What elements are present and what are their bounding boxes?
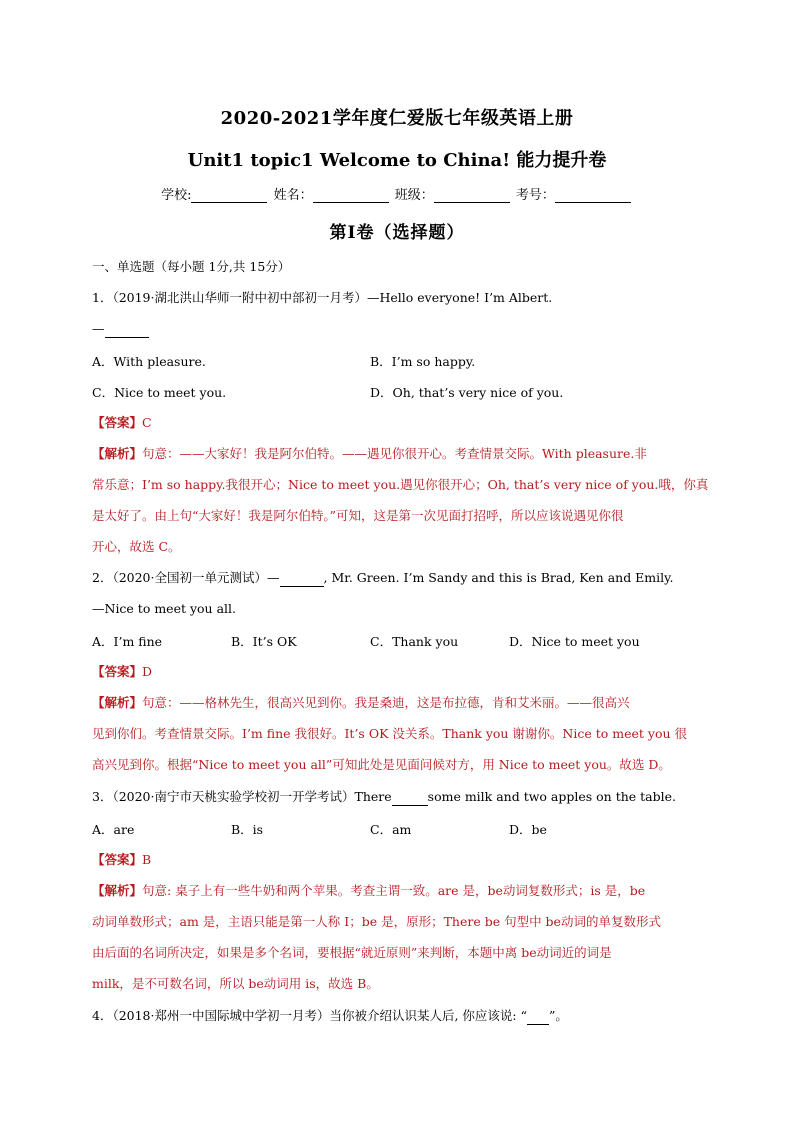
- q1-option-b[interactable]: B．I’m so happy.: [370, 354, 476, 369]
- exam-subtitle: Unit1 topic1 Welcome to China! 能力提升卷: [187, 150, 607, 171]
- q1-answer: [92, 414, 712, 432]
- q2-stem-prefix: 2．（2020·全国初一单元测试）—: [92, 570, 280, 585]
- analysis-tag: 【解析】: [92, 446, 143, 461]
- q2-analysis-line-2: 见到你们。考查情景交际。I’m fine 我很好。It’s OK 没关系。Thank you 谢谢你。Nice to meet you 很: [92, 726, 688, 741]
- q1-analysis-line-2: 常乐意；I’m so happy.我很开心；Nice to meet you.遇见你很开心；Oh, that’s very nice of you.哦，你真: [92, 477, 709, 492]
- q2-stem-suffix: , Mr. Green. I’m Sandy and this is Brad, Ken and Emily.: [323, 570, 674, 585]
- student-info-row: [0, 184, 794, 203]
- q2-analysis-text: 句意：——格林先生，很高兴见到你。我是桑迪，这是布拉德，肯和艾米丽。——很高兴: [142, 695, 630, 710]
- q4-stem-suffix: ”。: [549, 1008, 568, 1023]
- q1-stem: 1．（2019·湖北洪山华师一附中初中部初一月考）—Hello everyone! I’m Albert.: [92, 290, 553, 305]
- q3-analysis-line-4: milk，是不可数名词，所以 be动词用 is，故选 B。: [92, 976, 379, 991]
- q4-stem: [92, 1007, 712, 1025]
- answer-tag: 【答案】: [92, 664, 143, 679]
- name-label: 姓名：: [273, 188, 313, 203]
- q2-stem: [92, 569, 712, 587]
- q3-option-b[interactable]: B．is: [231, 822, 264, 837]
- answer-tag: 【答案】: [92, 852, 143, 867]
- q1-option-a[interactable]: A．With pleasure.: [92, 354, 206, 369]
- q3-stem: [92, 788, 712, 806]
- q4-blank: [527, 1012, 549, 1025]
- q1-response: [92, 320, 712, 338]
- exam-number-label: 考号：: [515, 188, 555, 203]
- q4-stem-prefix: 4．（2018·郑州一中国际城中学初一月考）当你被介绍认识某人后, 你应该说: “: [92, 1008, 528, 1023]
- q2-option-a[interactable]: A．I’m fine: [92, 634, 163, 649]
- section-title: 第Ⅰ卷（选择题）: [329, 223, 465, 243]
- q3-analysis-line-1: [92, 882, 712, 900]
- q1-option-d[interactable]: D．Oh, that’s very nice of you.: [370, 385, 564, 400]
- q3-answer: [92, 851, 712, 869]
- q3-analysis-text: 句意: 桌子上有一些牛奶和两个苹果。考查主谓一致。are 是，be动词复数形式；is 是，be: [142, 883, 646, 898]
- q1-blank: [105, 325, 149, 338]
- q2-analysis-line-1: [92, 694, 712, 712]
- q3-stem-suffix: some milk and two apples on the table.: [427, 789, 676, 804]
- exam-title: 2020-2021学年度仁爱版七年级英语上册: [220, 108, 574, 129]
- section-heading: 一、单选题（每小题 1分,共 15分）: [92, 259, 291, 274]
- class-field[interactable]: [434, 188, 510, 203]
- q1-analysis-text: 句意：——大家好！我是阿尔伯特。——遇见你很开心。考查情景交际。With pleasure.非: [142, 446, 647, 461]
- q3-analysis-line-2: 动词单数形式；am 是，主语只能是第一人称 I；be 是，原形；There be 句型中 be动词的单复数形式: [92, 914, 661, 929]
- q2-analysis-line-3: 高兴见到你。根据“Nice to meet you all”可知此处是见面问候对方，用 Nice to meet you。故选 D。: [92, 757, 671, 772]
- q1-answer-value: C: [142, 415, 152, 430]
- q2-response: —Nice to meet you all.: [92, 601, 237, 616]
- analysis-tag: 【解析】: [92, 695, 143, 710]
- school-field[interactable]: [191, 188, 267, 203]
- q1-dash: —: [92, 321, 105, 336]
- q2-blank: [280, 574, 324, 587]
- q2-option-b[interactable]: B．It’s OK: [231, 634, 297, 649]
- q3-answer-value: B: [142, 852, 152, 867]
- q3-option-c[interactable]: C．am: [370, 822, 412, 837]
- q2-answer: [92, 663, 712, 681]
- q3-option-d[interactable]: D．be: [509, 822, 547, 837]
- school-label: 学校:: [161, 188, 192, 203]
- q3-blank: [392, 793, 428, 806]
- q1-analysis-line-4: 开心，故选 C。: [92, 539, 181, 554]
- q2-option-d[interactable]: D．Nice to meet you: [509, 634, 640, 649]
- q1-analysis-line-3: 是太好了。由上句“大家好！我是阿尔伯特。”可知，这是第一次见面打招呼，所以应该说遇见你很: [92, 508, 624, 523]
- name-field[interactable]: [313, 188, 389, 203]
- q2-option-c[interactable]: C．Thank you: [370, 634, 459, 649]
- analysis-tag: 【解析】: [92, 883, 143, 898]
- q2-answer-value: D: [142, 664, 153, 679]
- exam-number-field[interactable]: [555, 188, 631, 203]
- q1-option-c[interactable]: C．Nice to meet you.: [92, 385, 227, 400]
- q1-analysis-line-1: [92, 445, 712, 463]
- answer-tag: 【答案】: [92, 415, 143, 430]
- q3-analysis-line-3: 由后面的名词所决定，如果是多个名词，要根据“就近原则”来判断，本题中离 be动词近的词是: [92, 945, 612, 960]
- q3-option-a[interactable]: A．are: [92, 822, 135, 837]
- q3-stem-prefix: 3．（2020·南宁市天桃实验学校初一开学考试）There: [92, 789, 392, 804]
- class-label: 班级：: [394, 188, 434, 203]
